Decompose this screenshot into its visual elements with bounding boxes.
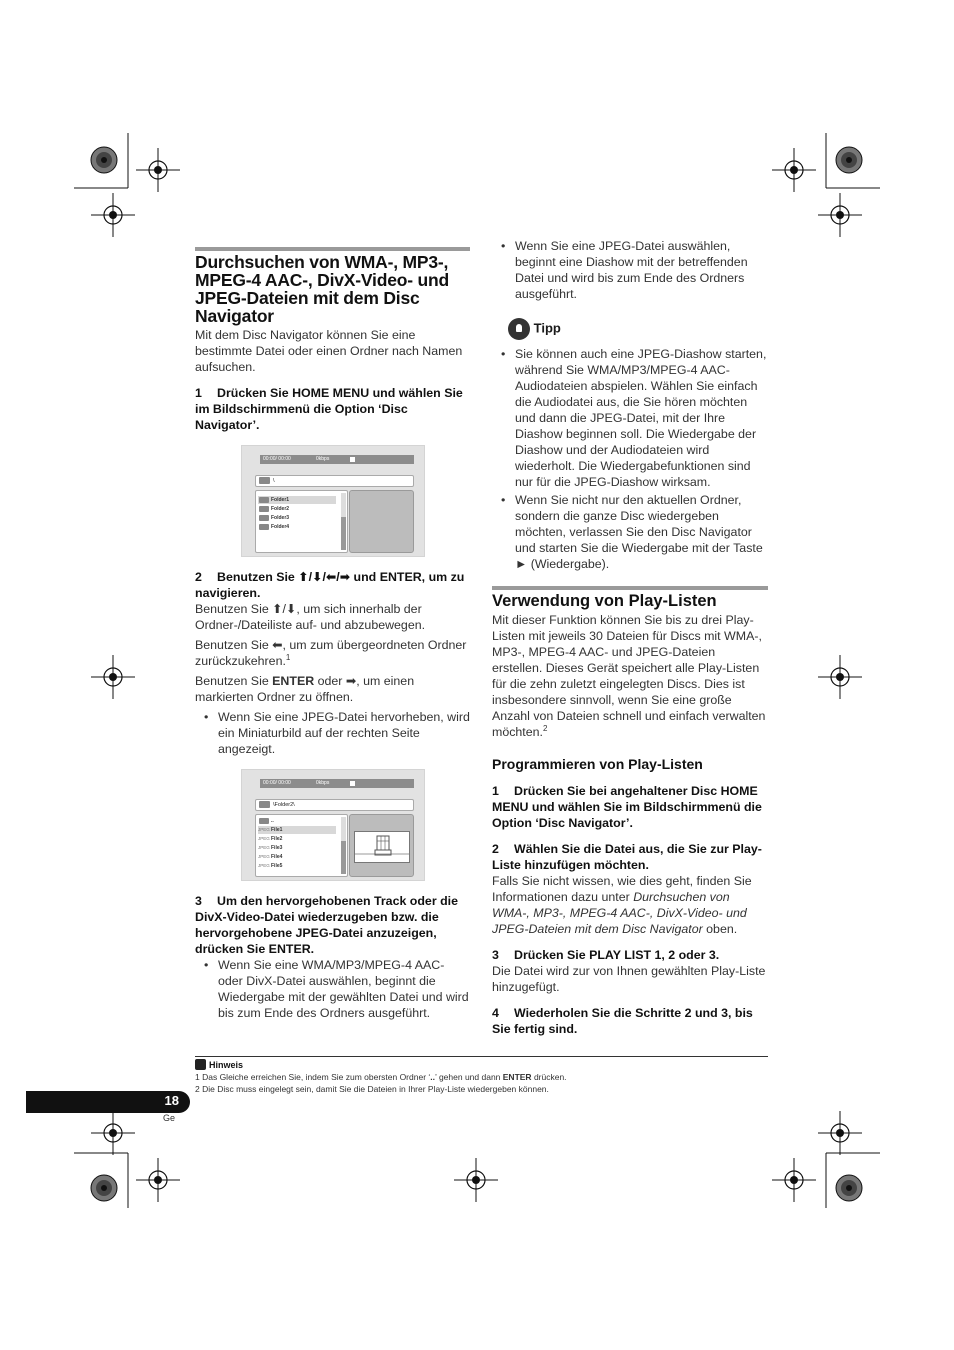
section-rule xyxy=(492,586,768,590)
status-bar xyxy=(260,455,414,464)
registration-mark-tl2 xyxy=(91,193,135,237)
chair-icon xyxy=(355,832,409,862)
preview-pane xyxy=(349,814,414,877)
status-bar xyxy=(260,779,414,788)
step-number: 2 xyxy=(492,842,499,856)
thumbnail-image xyxy=(354,831,410,863)
list-item: Folder4 xyxy=(258,523,336,531)
tip-bullet-1: • Sie können auch eine JPEG-Diashow starten, während Sie WMA/MP3/MPEG-4 AAC-Audiodateien abspielen. Wählen Sie einfach die Audiodatei aus, die Sie hören möchten und dann die JPEG-Datei, mit der Ihre Diashow beginnen soll. Die Wiedergabe der Diashow und der Audiodateien wird wiederholt. Die Wiedergabefunktionen sind nur für die JPEG-Diashow wirksam. xyxy=(492,346,768,490)
registration-mark-tr2 xyxy=(818,193,862,237)
tip-bullet-2: • Wenn Sie nicht nur den aktuellen Ordner, sondern die ganze Disc wiedergeben möchten, verlassen Sie den Disc Navigator und starten Sie die Wiedergabe mit der Taste ► (Wiedergabe). xyxy=(492,492,768,572)
screenshot-disc-navigator-files xyxy=(241,769,425,881)
list-item: JPEG File1 xyxy=(258,826,336,834)
list-item: JPEG File2 xyxy=(258,836,283,842)
language-code: Ge xyxy=(163,1113,176,1123)
file-list xyxy=(255,490,348,553)
folder-icon xyxy=(259,818,269,824)
right-column xyxy=(492,238,768,1037)
stop-icon xyxy=(350,781,355,786)
step-text: Benutzen Sie ⬆/⬇/⬅/➡ und ENTER, um zu navigieren. xyxy=(195,570,465,600)
star-target-tr xyxy=(836,147,862,173)
scrollbar xyxy=(341,817,346,874)
paragraph-enter: Benutzen Sie ENTER oder ➡, um einen markierten Ordner zu öffnen. xyxy=(195,674,415,704)
bitrate-readout: 0kbps xyxy=(316,780,330,786)
step-number: 3 xyxy=(195,894,202,908)
registration-mark-tl xyxy=(136,148,180,192)
jpeg-file-icon: JPEG xyxy=(258,845,270,850)
footnotes xyxy=(195,1056,768,1095)
intro-paragraph: Mit dem Disc Navigator können Sie eine bestimmte Datei oder einen Ordner nach Namen aufsuchen. xyxy=(195,328,463,374)
lightbulb-icon xyxy=(508,318,530,340)
paragraph-up-down: Benutzen Sie ⬆/⬇, um sich innerhalb der Ordner-/Dateiliste auf- und abzubewegen. xyxy=(195,602,426,632)
page-number: 18 xyxy=(164,1093,179,1108)
intro-paragraph-play-lists: Mit dieser Funktion können Sie bis zu drei Play-Listen mit jeweils 30 Dateien für Discs mit WMA-, MP3-, MPEG-4 AAC- und JPEG-Dateien erstellen. Dieses Gerät speichert alle Play-Listen für die zehn zuletzt eingelegten Discs. Dies ist insbesondere sinnvoll, wenn Sie eine große Anzahl von Dateien schnell und einfach verwalten möchten.$^2$ xyxy=(492,613,766,739)
bullet-jpeg-thumbnail: • Wenn Sie eine JPEG-Datei hervorheben, wird ein Miniaturbild auf der rechten Seite angezeigt. xyxy=(195,709,470,757)
step-number: 1 xyxy=(195,386,202,400)
jpeg-file-icon: JPEG xyxy=(258,836,270,841)
preview-pane xyxy=(349,490,414,553)
stop-icon xyxy=(350,457,355,462)
step-text: Wiederholen Sie die Schritte 2 und 3, bis Sie fertig sind. xyxy=(492,1006,753,1036)
registration-mark-br2 xyxy=(772,1158,816,1202)
pl-step-3-text: Die Datei wird zur von Ihnen gewählten Play-Liste hinzugefügt. xyxy=(492,964,766,994)
step-number: 3 xyxy=(492,948,499,962)
step-2 xyxy=(195,569,470,601)
left-column xyxy=(195,247,470,1023)
registration-mark-tr xyxy=(772,148,816,192)
step-1 xyxy=(195,385,470,433)
list-item: Folder1 xyxy=(258,496,336,504)
file-list xyxy=(255,814,348,877)
paragraph-left: Benutzen Sie ⬅, um zum übergeordneten Ordner zurückzukehren.$^1$ xyxy=(195,638,467,668)
list-item: JPEG File4 xyxy=(258,854,283,860)
step-text: Wählen Sie die Datei aus, die Sie zur Play-Liste hinzufügen möchten. xyxy=(492,842,762,872)
screenshot-disc-navigator-folders xyxy=(241,445,425,557)
step-3 xyxy=(195,893,470,957)
step-text: Drücken Sie PLAY LIST 1, 2 oder 3. xyxy=(514,948,720,962)
step-text: Drücken Sie bei angehaltener Disc HOME MENU und wählen Sie im Bildschirmmenü die Option ‘Disc Navigator’. xyxy=(492,784,762,830)
jpeg-file-icon: JPEG xyxy=(258,863,270,868)
page-number-tab xyxy=(26,1091,190,1113)
list-item: Folder2 xyxy=(258,505,336,513)
pl-step-2-text: Falls Sie nicht wissen, wie dies geht, finden Sie Informationen dazu unter Durchsuchen von WMA-, MP3-, MPEG-4 AAC-, DivX-Video- und JPEG-Dateien mit dem Disc Navigator oben. xyxy=(492,874,752,936)
jpeg-file-icon: JPEG xyxy=(258,854,270,859)
footnote-ref: 2 xyxy=(542,723,548,733)
registration-mark-mr xyxy=(818,655,862,699)
bullet-wma-playback: • Wenn Sie eine WMA/MP3/MPEG-4 AAC- oder DivX-Datei auswählen, beginnt die Wiedergabe mit der gewählten Datei und wird bis zum Ende des Ordners ausgeführt. xyxy=(195,957,470,1021)
scrollbar xyxy=(341,493,346,550)
star-target-bl xyxy=(91,1175,117,1201)
folder-icon xyxy=(259,801,270,808)
registration-mark-bl2 xyxy=(136,1158,180,1202)
footnote-ref: 1 xyxy=(285,652,291,662)
path-text: \Folder2\ xyxy=(273,802,295,808)
star-target-br xyxy=(836,1175,862,1201)
folder-icon xyxy=(259,497,269,503)
time-readout: 00:00/ 00:00 xyxy=(263,456,291,462)
pl-step-3 xyxy=(492,947,768,963)
registration-mark-bl xyxy=(91,1111,135,1155)
list-item-up: .. xyxy=(258,817,336,825)
subsection-title-programming: Programmieren von Play-Listen xyxy=(492,756,703,772)
registration-mark-br xyxy=(818,1111,862,1155)
note-icon xyxy=(195,1059,206,1070)
folder-icon xyxy=(259,515,269,521)
section-title-disc-navigator: Durchsuchen von WMA-, MP3-, MPEG-4 AAC-, DivX-Video- und JPEG-Dateien mit dem Disc Navigator xyxy=(195,252,449,326)
folder-icon xyxy=(259,477,270,484)
section-title-play-lists: Verwendung von Play-Listen xyxy=(492,592,717,610)
tip-heading xyxy=(508,318,768,340)
list-item: JPEG File5 xyxy=(258,863,283,869)
star-target-tl xyxy=(91,147,117,173)
registration-mark-ml xyxy=(91,655,135,699)
step-number: 2 xyxy=(195,570,202,584)
bitrate-readout: 0kbps xyxy=(316,456,330,462)
section-rule xyxy=(195,247,470,251)
bullet-jpeg-slideshow: • Wenn Sie eine JPEG-Datei auswählen, beginnt eine Diashow mit der betreffenden Datei und wird bis zum Ende des Ordners ausgeführt. xyxy=(492,238,768,302)
footnote-1: 1 Das Gleiche erreichen Sie, indem Sie zum obersten Ordner ‘..’ gehen und dann ENTER drücken. xyxy=(195,1072,567,1082)
pl-step-4 xyxy=(492,1005,768,1037)
step-number: 4 xyxy=(492,1006,499,1020)
folder-icon xyxy=(259,506,269,512)
path-field xyxy=(255,799,414,811)
footnote-2: 2 Die Disc muss eingelegt sein, damit Sie die Dateien in Ihrer Play-Liste wiedergeben können. xyxy=(195,1084,549,1094)
step-text: Drücken Sie HOME MENU und wählen Sie im Bildschirmmenü die Option ‘Disc Navigator’. xyxy=(195,386,463,432)
step-number: 1 xyxy=(492,784,499,798)
footnotes-heading: Hinweis xyxy=(195,1059,768,1071)
jpeg-file-icon: JPEG xyxy=(258,827,270,832)
path-field xyxy=(255,475,414,487)
list-item: Folder3 xyxy=(258,514,336,522)
list-item: JPEG File3 xyxy=(258,845,283,851)
tip-label: Tipp xyxy=(533,320,561,336)
step-text: Um den hervorgehobenen Track oder die DivX-Video-Datei wiederzugeben bzw. die hervorgehobene JPEG-Datei anzuzeigen, drücken Sie ENTER. xyxy=(195,894,458,956)
folder-icon xyxy=(259,524,269,530)
pl-step-2 xyxy=(492,841,768,873)
cross-reference: Durchsuchen von WMA-, MP3-, MPEG-4 AAC-, DivX-Video- und JPEG-Dateien mit dem Disc Navigator xyxy=(492,890,747,936)
pl-step-1 xyxy=(492,783,768,831)
path-text: \ xyxy=(273,478,275,484)
time-readout: 00:00/ 00:00 xyxy=(263,780,291,786)
